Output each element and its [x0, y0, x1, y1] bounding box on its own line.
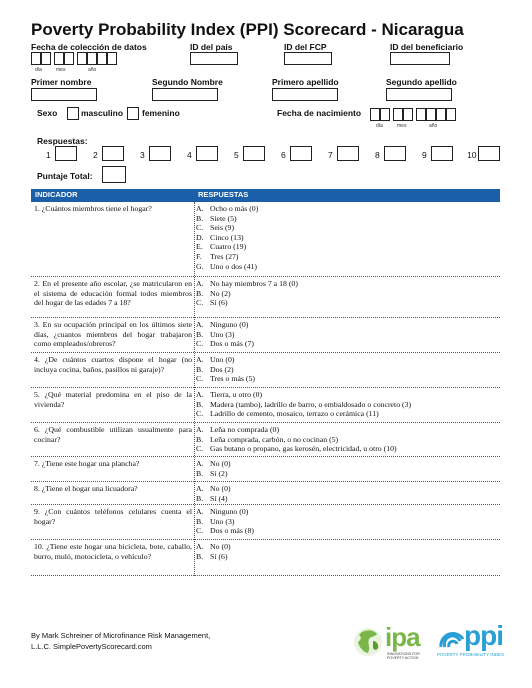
answer-option[interactable] — [196, 374, 255, 384]
birth-day-box-1[interactable] — [370, 108, 380, 121]
second-surname-input[interactable] — [386, 88, 452, 101]
birth-date-label: Fecha de nacimiento — [277, 108, 362, 118]
first-surname-label: Primero apellido — [272, 77, 339, 87]
year-box-3[interactable] — [97, 52, 107, 65]
option-letter: B. — [196, 434, 204, 444]
answers-header: RESPUESTAS — [198, 190, 249, 199]
indicator-question: 1. ¿Cuántos miembros tiene el hogar? — [34, 204, 152, 213]
indicator-question: 6. ¿Qué combustible utilizan usualmente para cocinar? — [34, 425, 192, 444]
option-text: Sí (6) — [210, 551, 228, 561]
answer-box-4[interactable] — [196, 146, 218, 161]
answer-option[interactable] — [196, 214, 258, 224]
answer-option[interactable] — [196, 252, 258, 262]
answer-number-1: 1 — [46, 150, 51, 160]
table-divider — [194, 202, 195, 576]
option-text: Uno o dos (41) — [210, 261, 257, 271]
female-checkbox[interactable] — [127, 107, 139, 120]
answer-options — [196, 204, 258, 271]
answer-options — [196, 484, 231, 503]
option-letter: B. — [196, 364, 204, 374]
birth-year-box-3[interactable] — [436, 108, 446, 121]
option-text: Uno (3) — [210, 516, 235, 526]
answer-number-9: 9 — [422, 150, 427, 160]
table-row — [31, 482, 500, 505]
page-title: Poverty Probability Index (PPI) Scorecard - Nicaragua — [31, 20, 464, 39]
option-letter: C. — [196, 298, 204, 308]
option-text: No hay miembros 7 a 18 (0) — [210, 279, 298, 288]
answer-option[interactable] — [196, 298, 298, 308]
option-letter: B. — [196, 213, 204, 223]
birth-year-box-1[interactable] — [416, 108, 426, 121]
answer-options — [196, 390, 411, 419]
option-text: Leña no comprada (0) — [210, 425, 280, 434]
indicator-question: 7. ¿Tiene este hogar una plancha? — [34, 459, 140, 468]
option-letter: B. — [196, 551, 204, 561]
table-row — [31, 202, 500, 277]
option-letter: C. — [196, 526, 204, 536]
option-letter: A. — [196, 484, 204, 493]
answer-number-10: 10 — [467, 150, 477, 160]
total-score-label: Puntaje Total: — [37, 171, 93, 181]
option-text: Tres (27) — [210, 251, 239, 261]
ppi-logo-subtext: POVERTY PROBABILITY INDEX — [437, 652, 505, 657]
birth-day-box-2[interactable] — [380, 108, 390, 121]
year-caption: año — [88, 67, 97, 73]
option-letter: B. — [196, 288, 204, 298]
table-row — [31, 353, 500, 388]
male-label: masculino — [81, 108, 124, 118]
answer-options — [196, 542, 231, 561]
answer-box-3[interactable] — [149, 146, 171, 161]
answer-box-5[interactable] — [243, 146, 265, 161]
option-text: Ninguno (0) — [210, 320, 249, 329]
option-text: Uno (3) — [210, 329, 235, 339]
option-text: Cuatro (19) — [210, 242, 247, 252]
table-row — [31, 505, 500, 540]
answer-box-6[interactable] — [290, 146, 312, 161]
first-name-input[interactable] — [31, 88, 97, 101]
option-text: Ninguno (0) — [210, 507, 249, 516]
option-letter: A. — [196, 390, 204, 399]
birth-day-caption: día — [376, 123, 383, 129]
option-letter: A. — [196, 459, 204, 468]
option-text: Tres o más (5) — [210, 374, 255, 384]
option-text: Madera (tambo), ladrillo de barro, o embaldosado o concreto (3) — [210, 399, 412, 409]
option-text: No (0) — [210, 459, 231, 468]
option-letter: C. — [196, 444, 204, 454]
second-surname-label: Segundo apellido — [386, 77, 457, 87]
option-letter: B. — [196, 493, 204, 503]
answer-options — [196, 279, 298, 308]
answer-box-2[interactable] — [102, 146, 124, 161]
table-row — [31, 423, 500, 457]
answer-options — [196, 459, 231, 478]
option-letter: A. — [196, 279, 204, 288]
ipa-globe-icon — [353, 625, 383, 659]
option-text: Siete (5) — [210, 213, 237, 223]
option-text: No (2) — [210, 288, 231, 298]
answer-option[interactable] — [196, 204, 258, 214]
option-letter: A. — [196, 355, 204, 364]
option-letter: A. — [196, 507, 204, 516]
indicator-question: 8. ¿Tiene el hogar una licuadora? — [34, 484, 138, 493]
indicator-question: 4. ¿De cuántos cuartos dispone el hogar (no incluya cocina, baños, pasillos ni garaje)? — [34, 355, 192, 374]
option-text: Sí (4) — [210, 493, 228, 503]
birth-year-box-4[interactable] — [446, 108, 456, 121]
answer-box-8[interactable] — [384, 146, 406, 161]
option-letter: E. — [196, 242, 203, 252]
answer-option[interactable] — [196, 469, 231, 479]
indicator-question: 3. En su ocupación principal en los últimos siete días, ¿cuantos miembros del hogar trabajaron como empleados/obreros? — [34, 320, 192, 349]
answer-option[interactable] — [196, 223, 258, 233]
answer-option[interactable] — [196, 459, 231, 469]
option-letter: C. — [196, 223, 204, 233]
ipa-logo-text: ipa — [385, 622, 420, 652]
sex-label: Sexo — [37, 108, 58, 118]
option-letter: C. — [196, 339, 204, 349]
answer-box-1[interactable] — [55, 146, 77, 161]
table-row — [31, 457, 500, 482]
table-row — [31, 318, 500, 353]
day-caption: día — [35, 67, 42, 73]
beneficiary-id-input[interactable] — [390, 52, 450, 65]
option-letter: C. — [196, 409, 204, 419]
month-box-1[interactable] — [54, 52, 64, 65]
ppi-logo-text: ppi — [464, 620, 503, 651]
answer-number-6: 6 — [281, 150, 286, 160]
birth-year-caption: año — [429, 123, 438, 129]
answer-number-2: 2 — [93, 150, 98, 160]
answer-option[interactable] — [196, 507, 254, 517]
birth-month-box-1[interactable] — [393, 108, 403, 121]
answer-option[interactable] — [196, 444, 397, 454]
country-id-label: ID del país — [190, 42, 233, 52]
answer-option[interactable] — [196, 262, 258, 272]
option-letter: G. — [196, 261, 204, 271]
answer-number-5: 5 — [234, 150, 239, 160]
country-id-input[interactable] — [190, 52, 238, 65]
answer-option[interactable] — [196, 526, 254, 536]
answer-options — [196, 507, 254, 536]
answer-option[interactable] — [196, 425, 397, 435]
answer-option[interactable] — [196, 484, 231, 494]
answer-option[interactable] — [196, 390, 411, 400]
birth-month-box-2[interactable] — [403, 108, 413, 121]
indicator-question: 5. ¿Qué material predomina en el piso de la vivienda? — [34, 390, 192, 409]
table-row — [31, 540, 500, 576]
indicator-question: 10. ¿Tiene este hogar una bicicleta, bote, caballo, burro, muló, motocicleta, o vehículo? — [34, 542, 192, 561]
answer-number-7: 7 — [328, 150, 333, 160]
answer-option[interactable] — [196, 330, 254, 340]
answer-option[interactable] — [196, 494, 231, 504]
answer-box-10[interactable] — [478, 146, 500, 161]
answer-box-9[interactable] — [431, 146, 453, 161]
answer-box-7[interactable] — [337, 146, 359, 161]
option-text: No (0) — [210, 484, 231, 493]
option-text: Cinco (13) — [210, 232, 244, 242]
footer-credit — [31, 630, 210, 652]
answer-option[interactable] — [196, 552, 231, 562]
option-letter: C. — [196, 374, 204, 384]
answer-number-8: 8 — [375, 150, 380, 160]
answer-option[interactable] — [196, 242, 258, 252]
option-letter: D. — [196, 232, 204, 242]
indicator-question: 9. ¿Con cuántos teléfonos celulares cuenta el hogar? — [34, 507, 192, 526]
birth-month-caption: mes — [397, 123, 407, 129]
answer-option[interactable] — [196, 435, 397, 445]
option-text: Ocho o más (0) — [210, 204, 259, 213]
option-text: Tierra, u otro (0) — [210, 390, 263, 399]
fcp-id-label: ID del FCP — [284, 42, 327, 52]
option-letter: F. — [196, 251, 202, 261]
answer-options — [196, 425, 397, 454]
footer-line-1: By Mark Schreiner of Microfinance Risk Management, — [31, 631, 211, 640]
first-name-label: Primer nombre — [31, 77, 92, 87]
option-letter: B. — [196, 329, 204, 339]
day-box-1[interactable] — [31, 52, 41, 65]
option-letter: A. — [196, 425, 204, 434]
answer-option[interactable] — [196, 355, 255, 365]
answers-label: Respuestas: — [37, 136, 88, 146]
option-letter: A. — [196, 204, 204, 213]
ppi-arc-icon — [437, 625, 465, 649]
total-score-input[interactable] — [102, 166, 126, 183]
month-caption: mes — [56, 67, 66, 73]
beneficiary-id-label: ID del beneficiario — [390, 42, 464, 52]
answer-options — [196, 355, 255, 384]
year-box-1[interactable] — [77, 52, 87, 65]
year-box-2[interactable] — [87, 52, 97, 65]
option-text: Gas butano o propano, gas kerosén, electricidad, u otro (10) — [210, 444, 397, 454]
second-name-input[interactable] — [152, 88, 218, 101]
fcp-id-input[interactable] — [284, 52, 332, 65]
option-letter: B. — [196, 399, 204, 409]
female-label: femenino — [142, 108, 180, 118]
option-text: Dos (2) — [210, 364, 234, 374]
footer-line-2: L.L.C. SimplePovertyScorecard.com — [31, 642, 152, 651]
first-surname-input[interactable] — [272, 88, 338, 101]
answer-option[interactable] — [196, 279, 298, 289]
answer-number-3: 3 — [140, 150, 145, 160]
option-letter: B. — [196, 516, 204, 526]
option-letter: B. — [196, 468, 204, 478]
option-text: Leña comprada, carbón, o no cocinan (5) — [210, 434, 339, 444]
indicator-header: INDICADOR — [35, 190, 78, 199]
option-text: Ladrillo de cemento, mosaico, terrazo o cerámica (11) — [210, 409, 379, 419]
answer-option[interactable] — [196, 365, 255, 375]
answer-option[interactable] — [196, 320, 254, 330]
table-header — [31, 189, 500, 202]
ipa-logo-subtext: INNOVATIONS FOR POVERTY ACTION — [387, 652, 420, 660]
option-letter: A. — [196, 542, 204, 551]
answer-option[interactable] — [196, 289, 298, 299]
year-box-4[interactable] — [107, 52, 117, 65]
option-text: Sí (2) — [210, 468, 228, 478]
table-row — [31, 277, 500, 318]
option-text: Sí (6) — [210, 298, 228, 308]
option-text: Dos o más (7) — [210, 339, 254, 349]
option-text: Seis (9) — [210, 223, 235, 233]
male-checkbox[interactable] — [67, 107, 79, 120]
indicator-question: 2. En el presente año escolar, ¿se matricularon en el sistema de educación formal todos miembros del hogar de las edades 7 a 18? — [34, 279, 192, 308]
second-name-label: Segundo Nombre — [152, 77, 223, 87]
birth-year-box-2[interactable] — [426, 108, 436, 121]
answer-options — [196, 320, 254, 349]
option-text: Dos o más (8) — [210, 526, 254, 536]
answer-option[interactable] — [196, 400, 411, 410]
answer-option[interactable] — [196, 542, 231, 552]
option-letter: A. — [196, 320, 204, 329]
answer-option[interactable] — [196, 517, 254, 527]
table-row — [31, 388, 500, 423]
day-box-2[interactable] — [41, 52, 51, 65]
answer-option[interactable] — [196, 409, 411, 419]
answer-number-4: 4 — [187, 150, 192, 160]
option-text: Uno (0) — [210, 355, 235, 364]
collection-date-label: Fecha de colección de datos — [31, 42, 147, 52]
option-text: No (0) — [210, 542, 231, 551]
answer-option[interactable] — [196, 233, 258, 243]
month-box-2[interactable] — [64, 52, 74, 65]
answer-option[interactable] — [196, 339, 254, 349]
